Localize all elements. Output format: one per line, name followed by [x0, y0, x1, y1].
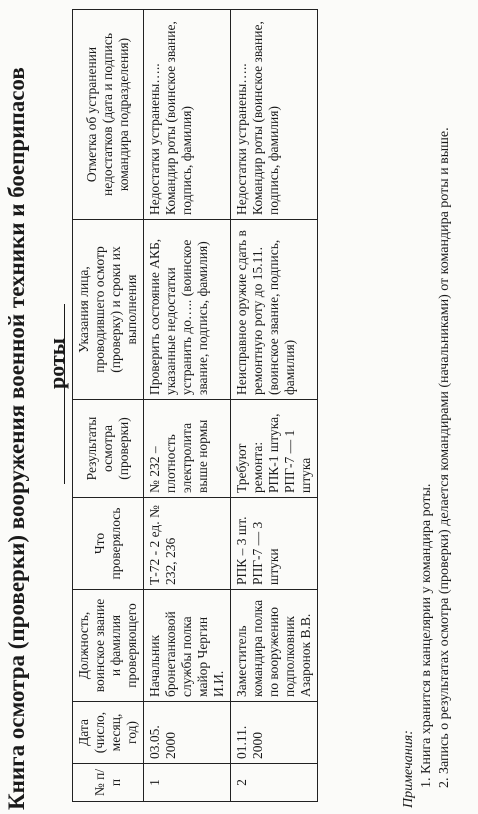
notes-heading: Примечания: [401, 730, 416, 808]
unit-line [44, 304, 68, 484]
page-title: Книга осмотра (проверки) вооружения военной техники и боеприпасов [4, 67, 29, 810]
inspection-table [72, 9, 318, 802]
table-cell: № 232 – плотность электролита выше нормы [144, 400, 231, 498]
notes-section [400, 8, 454, 808]
table-cell: Проверить состояние АКБ, указанные недостатки устранить до….. (воинское звание, подпись, фамилия) [144, 220, 231, 400]
table-row [231, 10, 318, 802]
table-cell: Т-72 - 2 ед. № 232, 236 [144, 498, 231, 590]
table-cell: 01.11. 2000 [231, 702, 318, 764]
note-item: 2. Запись о результатах осмотра (проверки) делается командирами (начальниками) от командира роты и выше. [437, 127, 452, 788]
table-header-row [73, 10, 144, 802]
header-cell: Дата (число, месяц, год) [73, 702, 144, 764]
table-cell: Начальник бронетанковой службы полка майор Чергин И.И. [144, 590, 231, 702]
header-cell: Результаты осмотра (проверки) [73, 400, 144, 498]
table-row [144, 10, 231, 802]
header-cell: Отметка об устранении недостатков (дата и подпись командира подразделения) [73, 10, 144, 220]
unit-blank-line [64, 304, 65, 484]
header-cell: № п/п [73, 764, 144, 802]
table-cell: 1 [144, 764, 231, 802]
table-cell: Недостатки устранены….. Командир роты (воинское звание, подпись, фамилия) [231, 10, 318, 220]
table-cell: 03.05. 2000 [144, 702, 231, 764]
table-cell: 2 [231, 764, 318, 802]
table-cell: Недостатки устранены….. Командир роты (воинское звание, подпись, фамилия) [144, 10, 231, 220]
table-cell: Заместитель командира полка по вооружению подполковник Азаронок В.В. [231, 590, 318, 702]
unit-word: роты [44, 338, 69, 389]
header-cell: Что проверялось [73, 498, 144, 590]
header-cell: Указания лица, проводившего осмотр (проверку) и сроки их выполнения [73, 220, 144, 400]
header-cell: Должность, воинское звание и фамилия проверяющего [73, 590, 144, 702]
table-cell: РПК – 3 шт. РПГ-7 — 3 штуки [231, 498, 318, 590]
table-cell: Неисправное оружие сдать в ремонтную роту до 15.11. (воинское звание, подпись, фамилия) [231, 220, 318, 400]
table-cell: Требуют ремонта: РПК-1 штука, РПГ-7 — 1 штука [231, 400, 318, 498]
note-item: 1. Книга хранится в канцелярии у командира роты. [419, 483, 434, 788]
